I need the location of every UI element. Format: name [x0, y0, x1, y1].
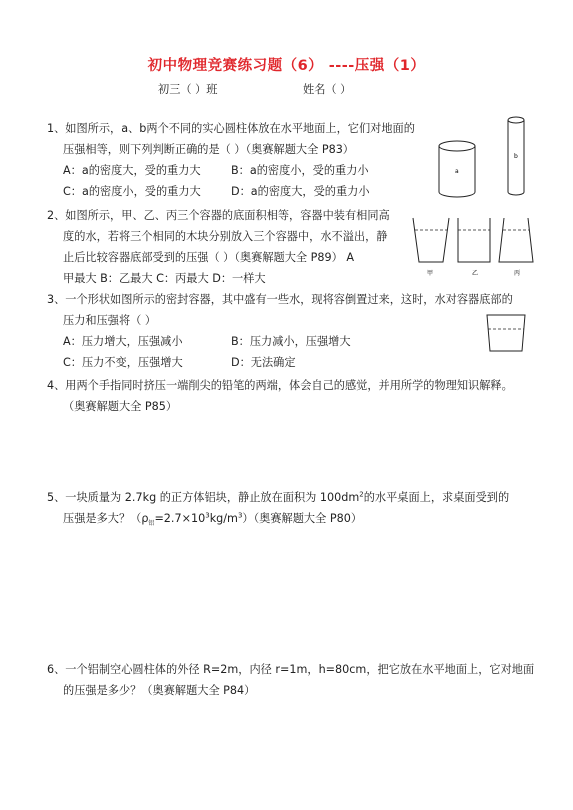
q3-option-a: A：压力增大，压强减小 — [63, 335, 183, 348]
container-bing — [499, 218, 533, 277]
q5-line1-text-b: 的水平桌面上，求桌面受到的 — [363, 491, 510, 504]
q5-line2-text-a: 压强是多大？（ρ — [63, 512, 149, 525]
q5-line1-text-a: 5、一块质量为 2.7kg 的正方体铝块，静止放在面积为 100dm — [47, 491, 360, 504]
q2-line2: 度的水，若将三个相同的木块分别放入三个容器中，水不溢出，静 — [63, 230, 388, 243]
container-yi-label: 乙 — [472, 270, 479, 277]
q3-option-b: B：压力减小，压强增大 — [231, 335, 351, 348]
class-label: 初三（ ）班 — [158, 83, 218, 96]
q5-line2-text-d: ）（奥赛解题大全 P80） — [242, 512, 363, 525]
q2-containers-figure — [410, 212, 540, 284]
q5-line2-sup: 3 — [205, 511, 210, 520]
q5-line2-sub: 铝 — [148, 520, 155, 528]
q5-line2-sup2: 3 — [237, 511, 243, 520]
q2-line1: 2、如图所示，甲、乙、丙三个容器的底面积相等，容器中装有相同高 — [47, 209, 390, 222]
q1-line1: 1、如图所示，a、b两个不同的实心圆柱体放在水平地面上，它们对地面的 — [47, 122, 415, 135]
container-jia — [413, 218, 449, 277]
q1-cylinders-figure — [436, 112, 536, 202]
container-jia-label: 甲 — [427, 270, 434, 277]
q3-sealed-container-figure — [480, 313, 532, 355]
q4-line2: （奥赛解题大全 P85） — [63, 400, 178, 413]
q3-line2: 压力和压强将（ ） — [63, 314, 157, 327]
q6-line1: 6、一个铝制空心圆柱体的外径 R=2m，内径 r=1m，h=80cm，把它放在水平地面上，它对地面 — [47, 663, 535, 676]
container-bing-label: 丙 — [514, 270, 521, 277]
page-title: 初中物理竞赛练习题（6） ----压强（1） — [147, 58, 426, 74]
q2-options: 甲最大 B：乙最大 C：丙最大 D：一样大 — [63, 272, 266, 285]
q5-line2-text-b: =2.7×10 — [154, 512, 206, 525]
q5-line1-sup: 2 — [359, 490, 364, 499]
q5-line2-text-c: kg/m — [209, 512, 238, 525]
q5-line2 — [63, 511, 362, 526]
q3-line1: 3、一个形状如图所示的密封容器，其中盛有一些水，现将容倒置过来，这时，水对容器底部的 — [47, 293, 513, 306]
cylinder-b — [508, 117, 524, 195]
q6-line2: 的压强是多少？（奥赛解题大全 P84） — [63, 684, 256, 697]
q1-option-d: D：a的密度大，受的重力小 — [231, 185, 370, 198]
q2-line3: 止后比较容器底部受到的压强（ ）（奥赛解题大全 P89） A — [63, 251, 355, 264]
q5-line1 — [47, 490, 509, 505]
q1-line2: 压强相等，则下列判断正确的是（ ）（奥赛解题大全 P83） — [63, 143, 354, 156]
q3-option-c: C：压力不变，压强增大 — [63, 356, 183, 369]
q1-option-c: C：a的密度小，受的重力大 — [63, 185, 201, 198]
q4-line1: 4、用两个手指同时挤压一端削尖的铅笔的两端，体会自己的感觉，并用所学的物理知识解释。 — [47, 379, 513, 392]
container-yi — [458, 218, 490, 277]
name-label: 姓名（ ） — [303, 83, 352, 96]
cylinder-a-label: a — [455, 168, 459, 175]
cylinder-a — [439, 141, 475, 197]
q3-option-d: D：无法确定 — [231, 356, 296, 369]
cylinder-b-label: b — [514, 153, 518, 160]
q1-option-b: B：a的密度小，受的重力小 — [231, 164, 369, 177]
q1-option-a: A：a的密度大，受的重力大 — [63, 164, 201, 177]
